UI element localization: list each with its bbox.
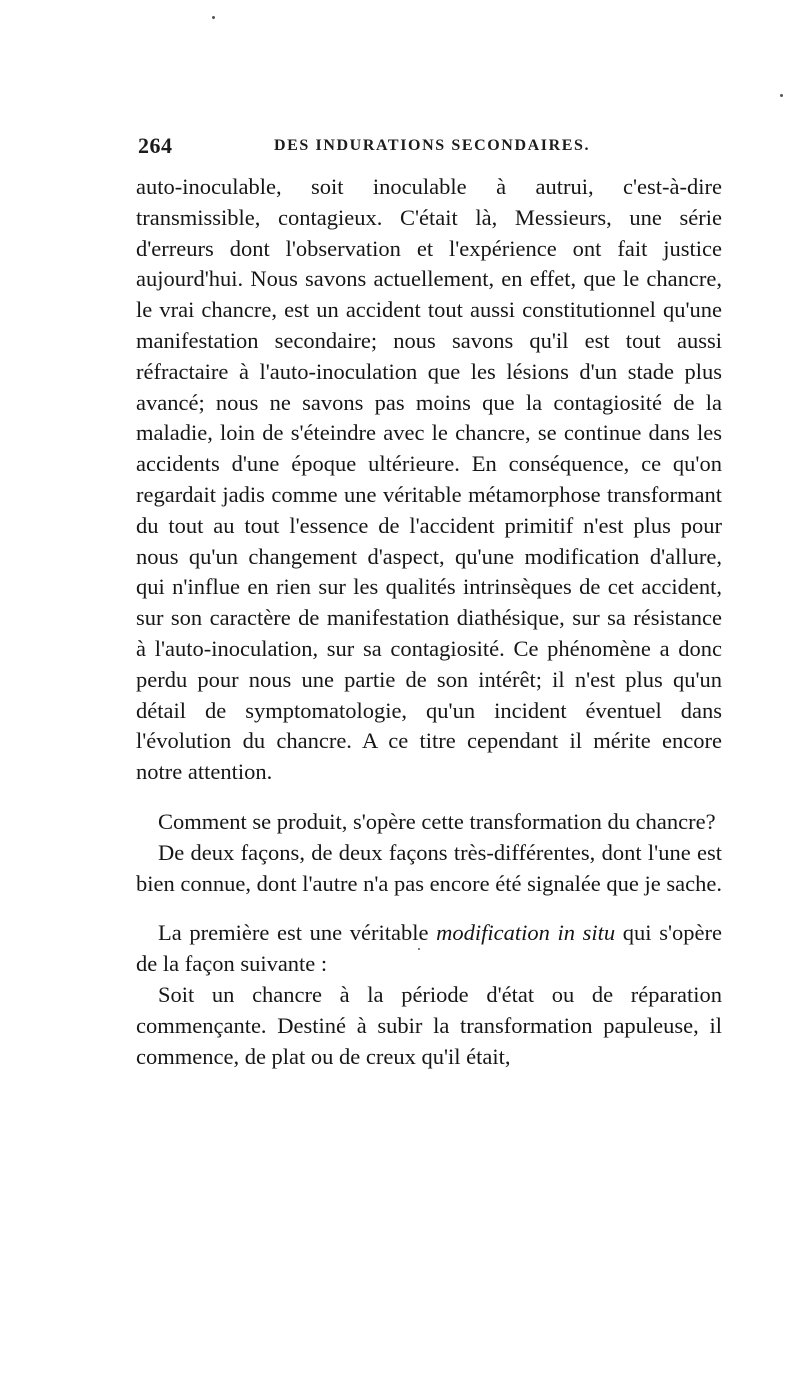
running-head: DES INDURATIONS SECONDAIRES. — [274, 137, 591, 154]
paragraph-4 — [136, 918, 722, 980]
paragraph-3: De deux façons, de deux façons très-différentes, dont l'une est bien connue, dont l'autre n'a pas encore été signalée que je sache. — [136, 839, 722, 896]
paragraph-5: Soit un chancre à la période d'état ou de réparation commençante. Destiné à subir la transformation papuleuse, il commence, de plat ou de creux qu'il était, — [136, 981, 722, 1069]
italic-term: modification in situ — [436, 920, 616, 946]
paragraph-2: Comment se produit, s'opère cette transformation du chancre? — [158, 808, 716, 834]
paragraph-1: auto-inoculable, soit inoculable à autrui, c'est-à-dire transmissible, contagieux. C'était là, Messieurs, une série d'erreurs dont l'observation et l'expérience ont fait justice aujourd'hui. Nous savons actuellement, en effet, que le chancre, le vrai chancre, est un accident tout aussi constitutionnel qu'une manifestation secondaire; nous savons qu'il est tout aussi réfractaire à l'auto-inoculation que les lésions d'un stade plus avancé; nous ne savons pas moins que la contagiosité de la maladie, loin de s'éteindre avec le chancre, se continue dans les accidents d'une époque ultérieure. En conséquence, ce qu'on regardait jadis comme une véritable métamorphose transformant du tout au tout l'essence de l'accident primitif n'est plus pour nous qu'un changement d'aspect, qu'une modification d'allure, qui n'influe en rien sur les qualités intrinsèques de cet accident, sur son caractère de manifestation diathésique, sur sa résistance à l'auto-inoculation, sur sa contagiosité. Ce phénomène a donc perdu pour nous une partie de son intérêt; il n'est plus qu'un détail de symptomatologie, qu'un incident éventuel dans l'évolution du chancre. A ce titre cependant il mérite encore notre attention. — [136, 174, 722, 785]
paper-speck — [418, 948, 420, 950]
body-text — [136, 172, 722, 1072]
page-header — [132, 133, 722, 163]
paper-speck — [780, 94, 783, 97]
page-number: 264 — [138, 133, 173, 158]
paragraph-4-tail: qui s'opère de la façon suivante : — [136, 920, 722, 977]
paper-speck — [212, 16, 215, 19]
paragraph-4-lead: La première est une véritable — [158, 920, 437, 946]
